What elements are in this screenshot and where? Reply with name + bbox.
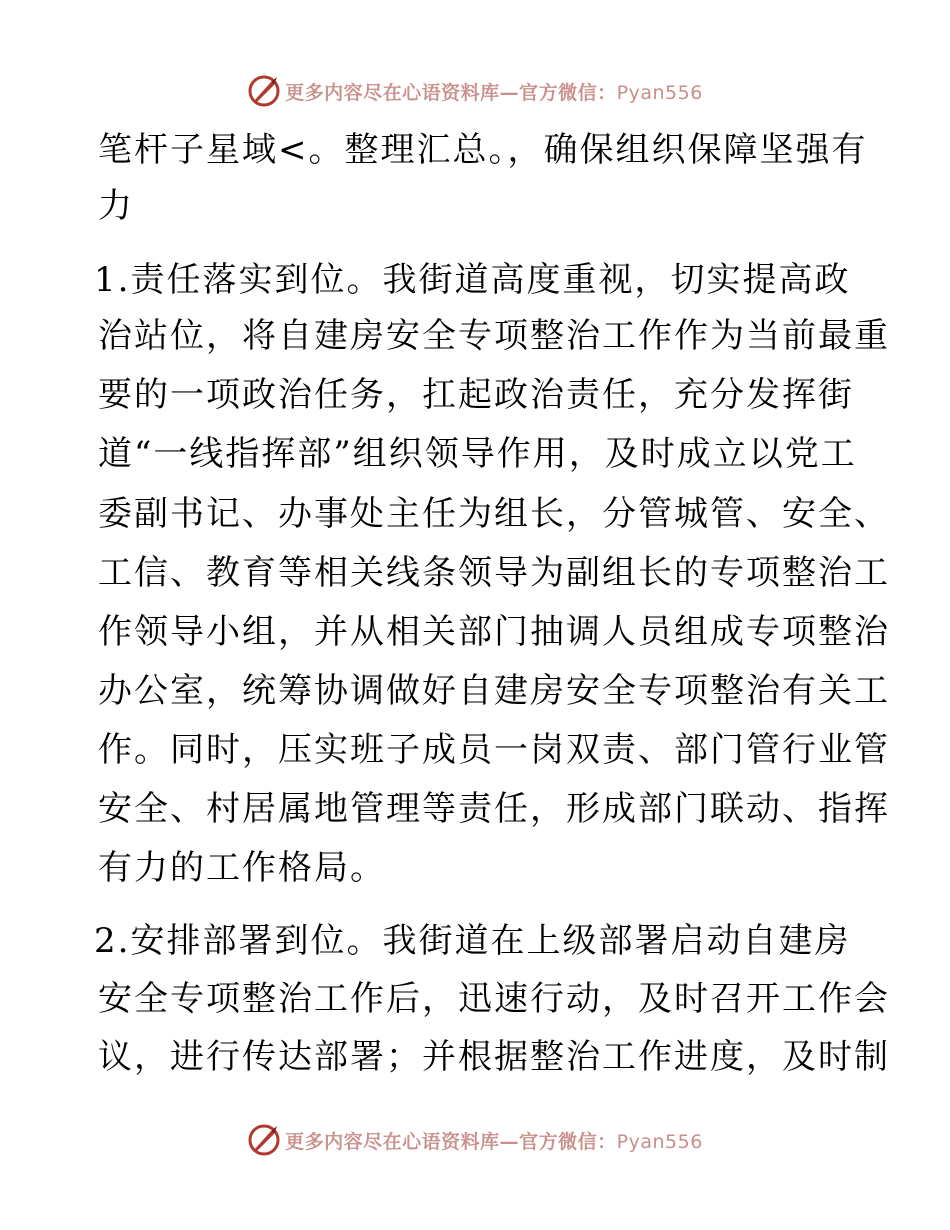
text-line: 议，进行传达部署；并根据整治工作进度，及时制 [98, 1037, 890, 1077]
text-line: 要的一项政治任务，扛起政治责任，充分发挥街 [98, 375, 854, 415]
text-line: 安全专项整治工作后，迅速行动，及时召开工作会 [98, 979, 890, 1019]
text-line: 治站位，将自建房安全专项整治工作作为当前最重 [98, 316, 890, 356]
text-line: 笔杆子星域<。整理汇总。，确保组织保障坚强有 [98, 130, 868, 170]
text-line: 力 [98, 186, 134, 226]
text-line: 道“一线指挥部”组织领导作用，及时成立以党工 [98, 434, 857, 474]
paragraph-2-heading: 2.安排部署到位。我街道在上级部署启动自建房 [94, 921, 851, 961]
header-watermark [0, 71, 950, 111]
quill-logo-icon [247, 74, 281, 108]
text-line: 办公室，统筹协调做好自建房安全专项整治有关工 [98, 671, 890, 711]
footer-watermark [0, 1120, 950, 1160]
text-line: 委副书记、办事处主任为组长，分管城管、安全、 [98, 494, 890, 534]
text-line: 作。同时，压实班子成员一岗双责、部门管行业管 [98, 730, 890, 770]
quill-logo-icon [247, 1123, 281, 1157]
watermark-text: 更多内容尽在心语资料库—官方微信：Pyan556 [285, 1130, 703, 1153]
text-line: 工信、教育等相关线条领导为副组长的专项整治工 [98, 553, 890, 593]
watermark-text: 更多内容尽在心语资料库—官方微信：Pyan556 [285, 81, 703, 104]
text-line: 作领导小组，并从相关部门抽调人员组成专项整治 [98, 612, 890, 652]
text-line: 有力的工作格局。 [98, 848, 386, 888]
paragraph-1-heading: 1.责任落实到位。我街道高度重视，切实提高政 [94, 260, 851, 300]
text-line: 安全、村居属地管理等责任，形成部门联动、指挥 [98, 789, 890, 829]
